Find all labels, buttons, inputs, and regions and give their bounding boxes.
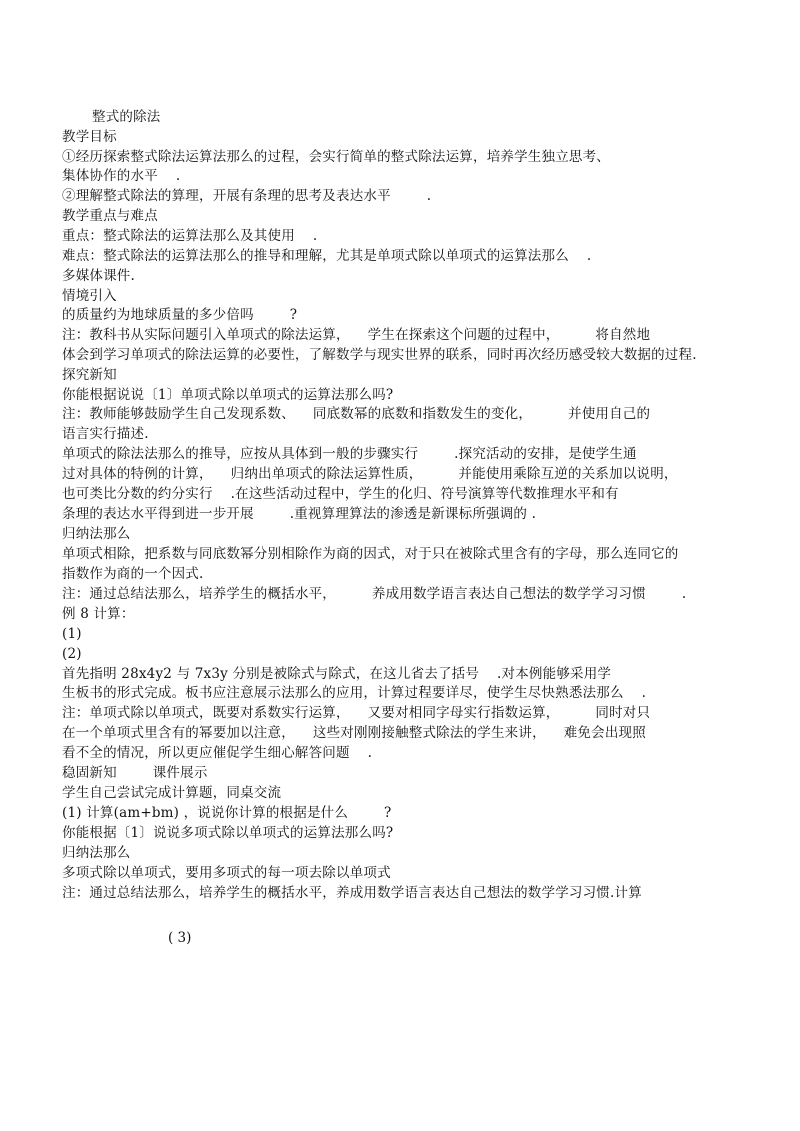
section-heading: 探究新知 — [62, 367, 117, 383]
text-line: ①经历探索整式除法运算法那么的过程，会实行简单的整式除法运算，培养学生独立思考、 — [62, 149, 610, 165]
text-line: 集体协作的水平 . — [62, 168, 181, 184]
text-line: 体会到学习单项式的除法运算的必要性，了解数学与现实世界的联系，同时再次经历感受较大数据的过程. — [62, 347, 697, 363]
text-line: 也可类比分数的约分实行 .在这些活动过程中，学生的化归、符号演算等代数推理水平和有 — [62, 486, 619, 502]
text-line: 条理的表达水平得到进一步开展 .重视算理算法的渗透是新课标所强调的 . — [62, 506, 537, 522]
text-line: ②理解整式除法的算理，开展有条理的思考及表达水平 . — [62, 188, 432, 204]
text-line: 难点：整式除法的运算法那么的推导和理解，尤其是单项式除以单项式的运算法那么 . — [62, 248, 592, 264]
text-line: 你能根据〔1〕说说多项式除以单项式的运算法那么吗? — [62, 825, 394, 841]
text-line: 注：单项式除以单项式，既要对系数实行运算， 又要对相同字母实行指数运算， 同时对只 — [62, 705, 651, 721]
text-line: 重点：整式除法的运算法那么及其使用 . — [62, 228, 318, 244]
text-line: 学生自己尝试完成计算题，同桌交流 — [62, 785, 282, 801]
document-title: 整式的除法 — [92, 109, 161, 125]
text-line: 注：教科书从实际问题引入单项式的除法运算， 学生在探索这个问题的过程中， 将自然地 — [62, 327, 651, 343]
text-line: 例 8 计算： — [62, 606, 135, 622]
text-line: 过对具体的特例的计算， 归纳出单项式的除法运算性质， 并能使用乘除互逆的关系加以说明， — [62, 466, 678, 482]
text-line: 语言实行描述. — [62, 426, 149, 442]
text-line: 单项式相除，把系数与同底数幂分别相除作为商的因式，对于只在被除式里含有的字母，那么连同它的 — [62, 546, 679, 562]
text-line: 首先指明 28x4y2 与 7x3y 分别是被除式与除式，在这儿省去了括号 .对本例能够采用学 — [62, 666, 612, 682]
text-line: 注：通过总结法那么，培养学生的概括水平， 养成用数学语言表达自己想法的数学学习习惯 . — [62, 586, 687, 602]
text-line: 你能根据说说〔1〕单项式除以单项式的运算法那么吗? — [62, 387, 394, 403]
text-line: 指数作为商的一个因式. — [62, 566, 204, 582]
text-line: 注：教师能够鼓励学生自己发现系数、 同底数幂的底数和指数发生的变化， 并使用自己的 — [62, 406, 651, 422]
section-heading: 教学目标 — [62, 129, 117, 145]
text-line: 注：通过总结法那么，培养学生的概括水平，养成用数学语言表达自己想法的数学学习习惯.计算 — [62, 885, 642, 901]
text-line: 生板书的形式完成。板书应注意展示法那么的应用，计算过程要详尽，使学生尽快熟悉法那么 . — [62, 685, 647, 701]
text-line: 多媒体课件. — [62, 268, 135, 284]
text-line: 单项式的除法法那么的推导，应按从具体到一般的步骤实行 .探究活动的安排，是使学生通 — [62, 446, 637, 462]
text-line: 在一个单项式里含有的幂要加以注意， 这些对刚刚接触整式除法的学生来讲， 难免会出现照 — [62, 725, 646, 741]
section-heading: 情境引入 — [62, 288, 117, 304]
text-line: 的质量约为地球质量的多少倍吗 ? — [62, 307, 298, 323]
text-line: 多项式除以单项式，要用多项式的每一项去除以单项式 — [62, 865, 391, 881]
text-line: (1) — [62, 626, 82, 642]
section-heading: 归纳法那么 — [62, 526, 131, 542]
section-heading: 教学重点与难点 — [62, 208, 158, 224]
section-heading: 稳固新知 课件展示 — [62, 765, 208, 781]
text-line: (1) 计算(am+bm) ，说说你计算的根据是什么 ? — [62, 805, 392, 821]
text-line: 看不全的情况，所以更应催促学生细心解答问题 . — [62, 745, 373, 761]
text-line: (2) — [62, 646, 82, 662]
section-heading: 归纳法那么 — [62, 845, 131, 861]
page-number: ( 3) — [168, 930, 192, 946]
